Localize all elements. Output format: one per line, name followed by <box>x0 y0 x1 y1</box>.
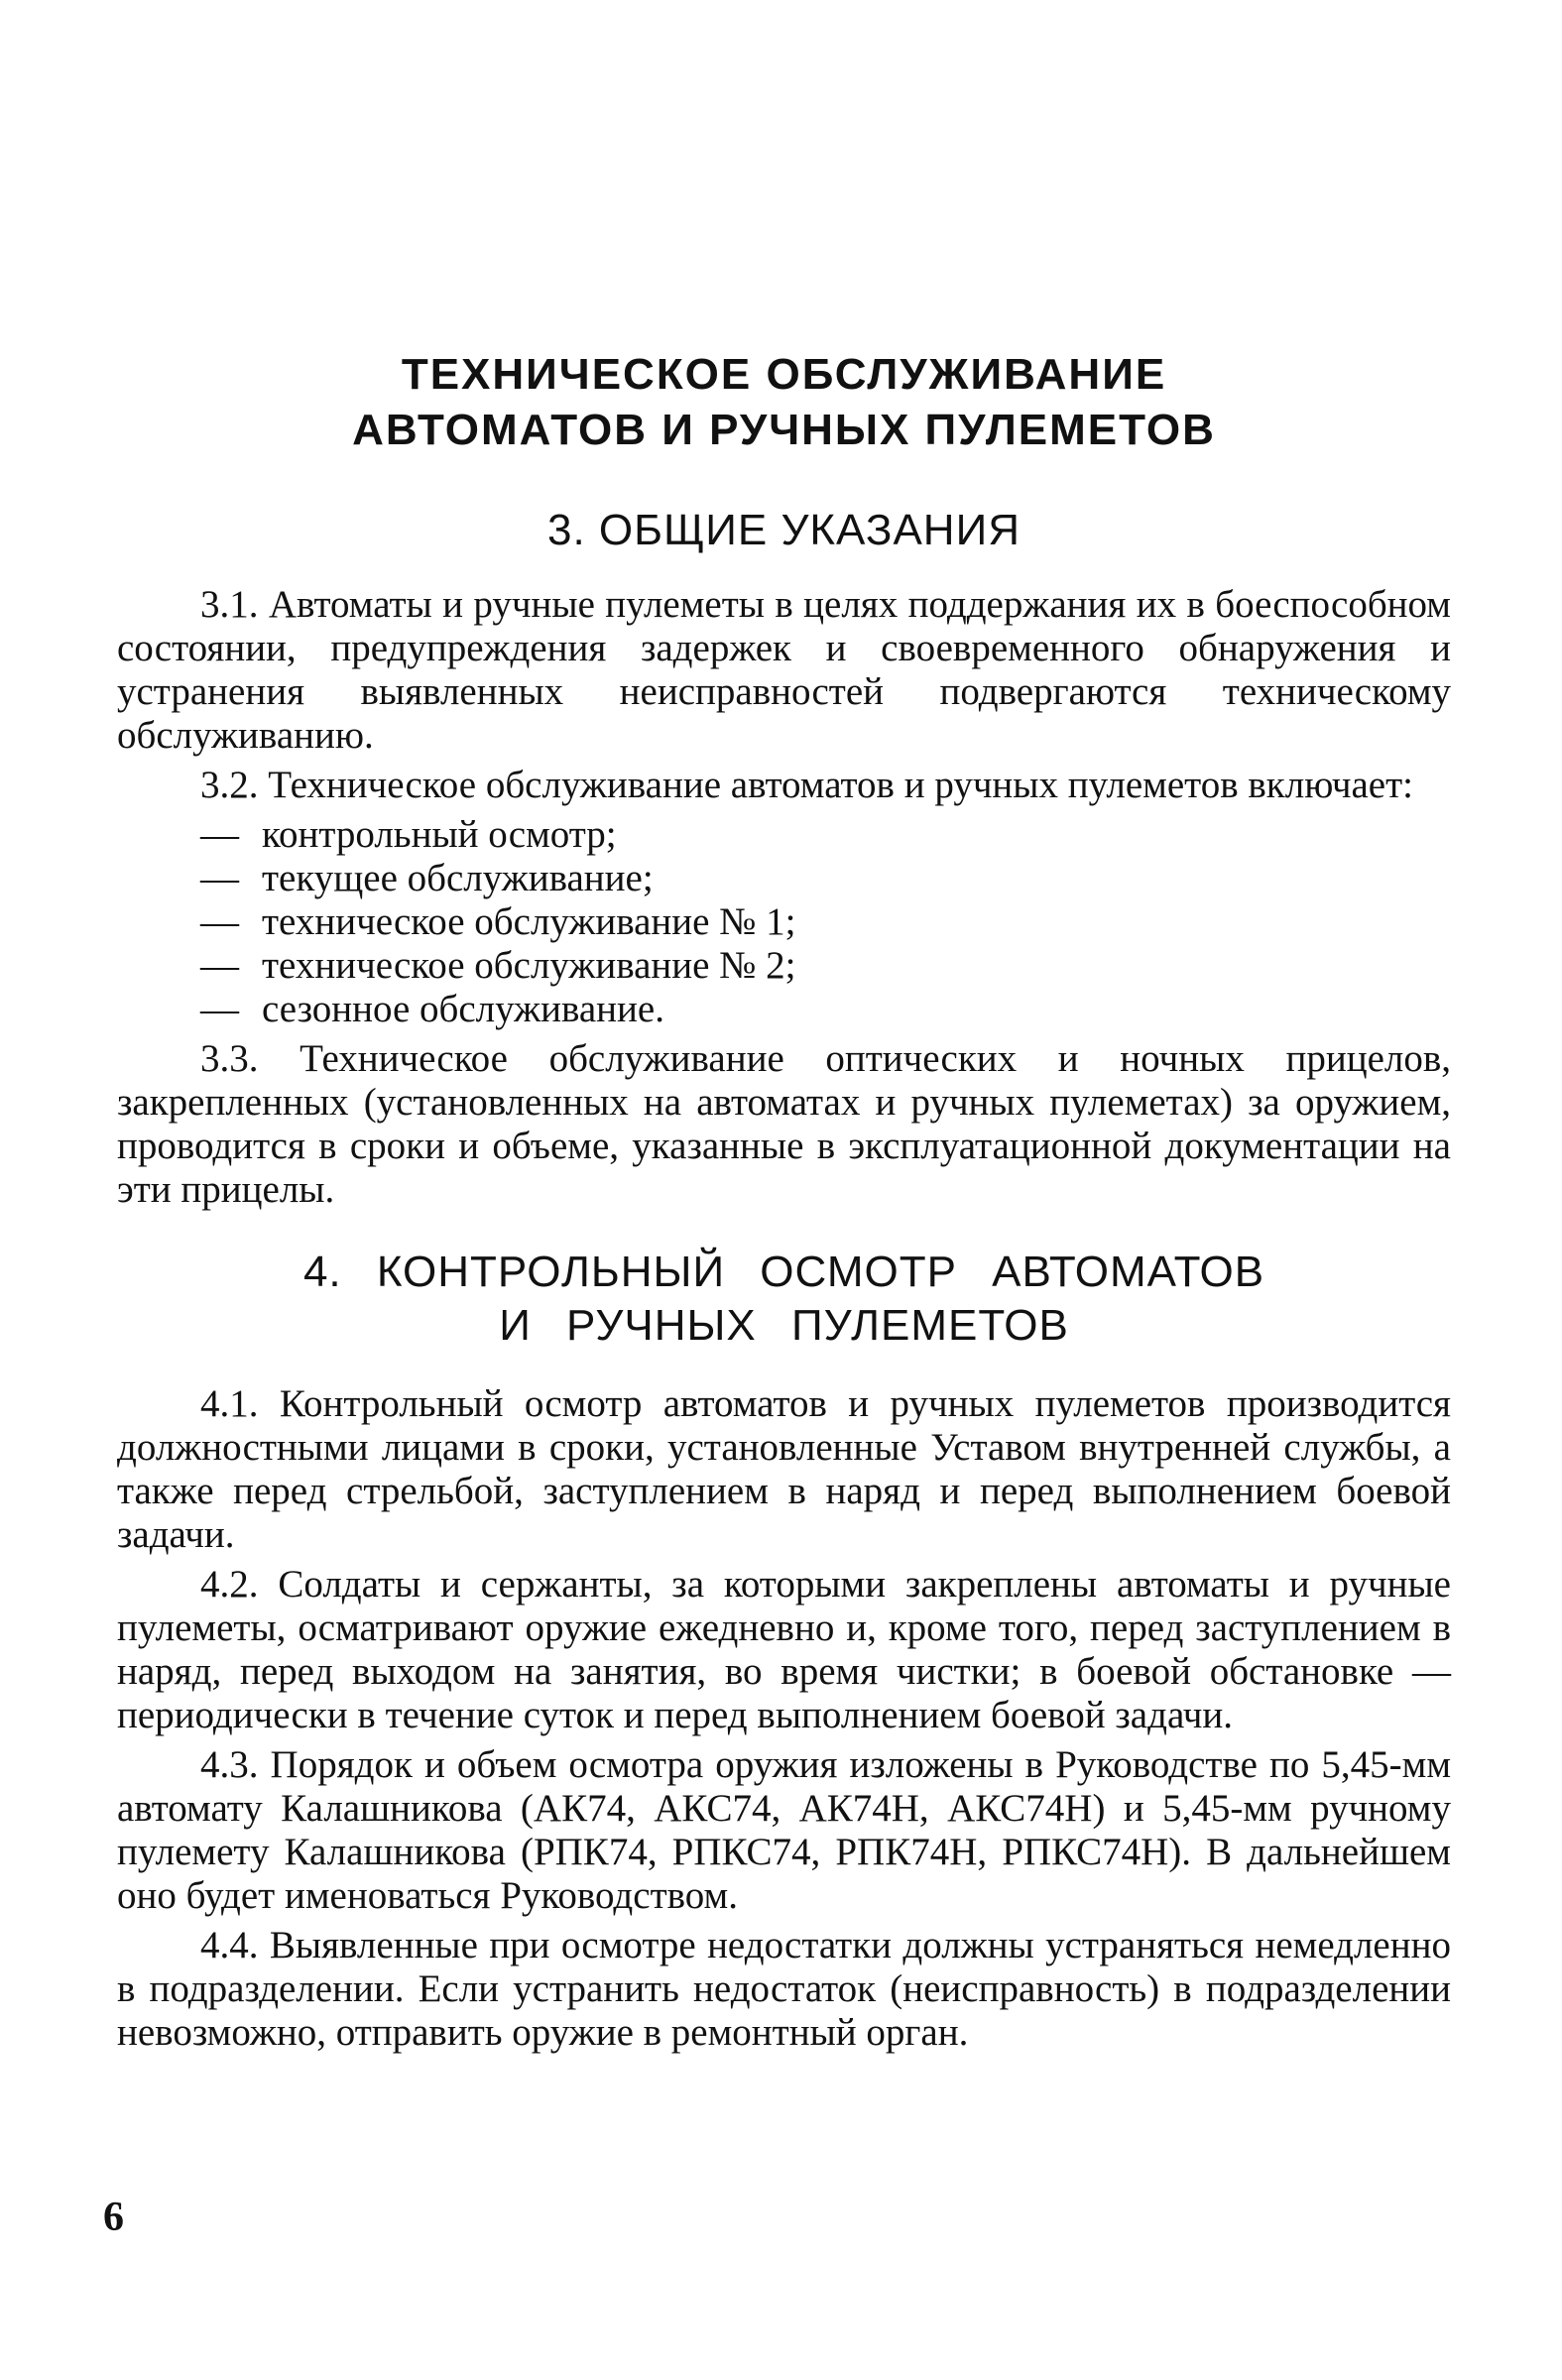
section-4-heading-line-2: И РУЧНЫХ ПУЛЕМЕТОВ <box>499 1301 1069 1350</box>
list-item: — сезонное обслуживание. <box>200 988 664 1030</box>
paragraph-4-3: 4.3. Порядок и объем осмотра оружия изложены в Руководстве по 5,45-мм автомату Калашникова (АК74, АКС74, АК74Н, АКС74Н) и 5,45-мм ручному пулемету Калашникова (РПК74, РПКС74, РПК74Н, РПКС74Н). В дальнейшем оно будет именоваться Руководством. <box>117 1743 1451 1917</box>
list-dash: — <box>200 813 239 856</box>
list-dash: — <box>200 857 239 899</box>
list-item: — техническое обслуживание № 2; <box>200 944 796 987</box>
section-3-heading <box>117 504 1451 557</box>
paragraph-3-2: 3.2. Техническое обслуживание автоматов и ручных пулеметов включает: <box>200 764 1413 806</box>
page-title <box>117 347 1451 458</box>
section-4-heading <box>117 1246 1451 1353</box>
maintenance-types-list <box>117 813 1451 1031</box>
list-dash: — <box>200 944 239 987</box>
paragraph-4-2: 4.2. Солдаты и сержанты, за которыми закреплены автоматы и ручные пулеметы, осматривают оружие ежедневно и, кроме того, перед заступлением в наряд, перед выходом на занятия, во время чистки; в боевой обстановке — периодически в течение суток и перед выполнением боевой задачи. <box>117 1563 1451 1736</box>
list-dash: — <box>200 900 239 943</box>
section-4-heading-line-1: 4. КОНТРОЛЬНЫЙ ОСМОТР АВТОМАТОВ <box>302 1248 1265 1296</box>
page-number: 6 <box>103 2195 124 2240</box>
list-item: — контрольный осмотр; <box>200 813 617 856</box>
list-item: — техническое обслуживание № 1; <box>200 900 796 943</box>
list-dash: — <box>200 988 239 1030</box>
paragraph-4-1: 4.1. Контрольный осмотр автоматов и ручных пулеметов производится должностными лицами в сроки, установленные Уставом внутренней службы, а также перед стрельбой, заступлением в наряд и перед выполнением боевой задачи. <box>117 1382 1451 1556</box>
page-title-line-1: ТЕХНИЧЕСКОЕ ОБСЛУЖИВАНИЕ <box>401 350 1167 399</box>
list-item: — текущее обслуживание; <box>200 857 654 899</box>
page-content <box>117 347 1451 2061</box>
page-title-line-2: АВТОМАТОВ И РУЧНЫХ ПУЛЕМЕТОВ <box>352 406 1216 454</box>
paragraph-3-1: 3.1. Автоматы и ручные пулеметы в целях поддержания их в боеспособном состоянии, предупреждения задержек и своевременного обнаружения и устранения выявленных неисправностей подвергаются техническому обслуживанию. <box>117 583 1451 757</box>
paragraph-4-4: 4.4. Выявленные при осмотре недостатки должны устраняться немедленно в подразделении. Если устранить недостаток (неисправность) в подразделении невозможно, отправить оружие в ремонтный орган. <box>117 1924 1451 2054</box>
section-3-heading-text: 3. ОБЩИЕ УКАЗАНИЯ <box>546 506 1021 554</box>
paragraph-3-3: 3.3. Техническое обслуживание оптических и ночных прицелов, закрепленных (установленных на автоматах и ручных пулеметах) за оружием, проводится в сроки и объеме, указанные в эксплуатационной документации на эти прицелы. <box>117 1037 1451 1211</box>
